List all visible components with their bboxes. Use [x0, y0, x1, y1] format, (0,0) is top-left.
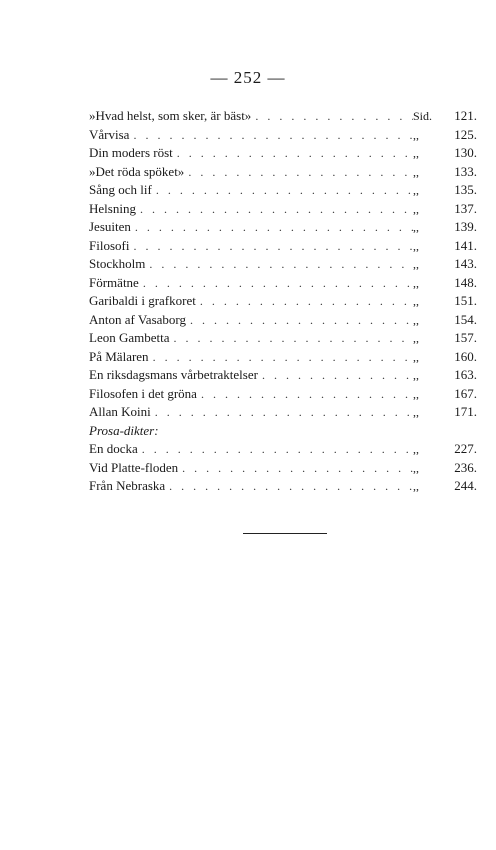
entry-title: Sång och lif	[89, 182, 152, 197]
entry-page: 163.	[454, 367, 477, 382]
dot-leader	[177, 144, 413, 163]
entry-title: Jesuiten	[89, 219, 131, 234]
closing-rule	[243, 533, 327, 534]
dot-leader	[255, 107, 413, 126]
dot-leader	[156, 181, 413, 200]
entry-title: »Det röda spöket»	[89, 163, 185, 179]
entry-page: 167.	[454, 385, 477, 401]
entry-title: Stockholm	[89, 256, 146, 271]
page-prefix: ,,	[413, 479, 419, 493]
dot-leader	[201, 385, 413, 404]
entry-page: 141.	[454, 237, 477, 253]
dot-leader	[149, 255, 413, 274]
toc-entry	[89, 274, 477, 293]
table-of-contents	[89, 107, 477, 496]
toc-entry	[89, 366, 477, 385]
toc-entry	[89, 126, 477, 145]
entry-page: 135.	[454, 182, 477, 197]
entry-page: 151.	[454, 293, 477, 308]
page-prefix: ,,	[413, 127, 419, 142]
page-prefix: ,,	[413, 220, 419, 234]
entry-page: 227.	[454, 441, 477, 456]
dot-leader	[135, 218, 413, 237]
dot-leader	[190, 311, 413, 330]
dot-leader	[155, 403, 413, 422]
toc-entry	[89, 237, 477, 256]
toc-entry	[89, 144, 477, 163]
dot-leader	[133, 126, 413, 145]
page-prefix: ,,	[413, 405, 419, 419]
page-prefix: ,,	[413, 201, 419, 216]
entry-page: 160.	[454, 348, 477, 364]
entry-page: 157.	[454, 330, 477, 345]
dot-leader	[182, 459, 413, 478]
entry-title: En docka	[89, 441, 138, 456]
entry-title: Förmätne	[89, 274, 139, 290]
dot-leader	[142, 440, 413, 459]
entry-title: Vid Platte-floden	[89, 459, 179, 475]
page-prefix: ,,	[413, 460, 419, 475]
toc-entry	[89, 477, 477, 496]
toc-entry	[89, 218, 477, 237]
entry-title: Helsning	[89, 200, 136, 216]
dot-leader	[143, 274, 413, 293]
toc-entry	[89, 348, 477, 367]
page-prefix: ,,	[413, 275, 419, 290]
page-prefix: ,,	[413, 331, 419, 345]
toc-entry	[89, 311, 477, 330]
entry-page: 244.	[454, 478, 477, 493]
entry-page: 143.	[454, 256, 477, 271]
page-prefix: ,,	[413, 257, 419, 271]
entry-page: 148.	[454, 274, 477, 290]
toc-entry	[89, 255, 477, 274]
entry-title: Filosofi	[89, 237, 130, 253]
entry-page: 139.	[454, 219, 477, 234]
dot-leader	[169, 477, 413, 496]
page-prefix: Sid.	[413, 109, 433, 123]
page-prefix: ,,	[413, 312, 419, 327]
entry-title: Vårvisa	[89, 126, 130, 142]
entry-title: Leon Gambetta	[89, 330, 170, 345]
dot-leader	[174, 329, 414, 348]
entry-page: 133.	[454, 163, 477, 179]
toc-entry	[89, 403, 477, 422]
toc-entry	[89, 329, 477, 348]
page-prefix: ,,	[413, 164, 419, 179]
dot-leader	[140, 200, 413, 219]
entry-title: Anton af Vasaborg	[89, 311, 187, 327]
entry-page: 137.	[454, 200, 477, 216]
entry-page: 171.	[454, 404, 477, 419]
entry-page: 121.	[454, 108, 477, 123]
toc-entry	[89, 200, 477, 219]
page-prefix: ,,	[413, 294, 419, 308]
entry-title: Din moders röst	[89, 145, 173, 160]
toc-entry	[89, 292, 477, 311]
entry-title: På Mälaren	[89, 348, 149, 364]
entry-page: 154.	[454, 311, 477, 327]
entry-page: 236.	[454, 459, 477, 475]
section-heading: Prosa-dikter:	[89, 422, 159, 438]
toc-entries	[89, 107, 477, 422]
page-prefix: ,,	[413, 238, 419, 253]
page-prefix: ,,	[413, 368, 419, 382]
entry-title: Garibaldi i grafkoret	[89, 293, 196, 308]
entry-title: Allan Koini	[89, 404, 151, 419]
entry-title: En riksdagsmans vårbetraktelser	[89, 367, 258, 382]
toc-entry	[89, 440, 477, 459]
entry-page: 130.	[454, 145, 477, 160]
entry-title: Från Nebraska	[89, 478, 166, 493]
dot-leader	[188, 163, 413, 182]
page-number: — 252 —	[210, 68, 286, 87]
toc-entry	[89, 385, 477, 404]
page-prefix: ,,	[413, 183, 419, 197]
entry-title: »Hvad helst, som sker, är bäst»	[89, 108, 252, 123]
toc-prose-entries	[89, 440, 477, 496]
toc-entry	[89, 181, 477, 200]
dot-leader	[262, 366, 413, 385]
toc-entry	[89, 459, 477, 478]
dot-leader	[133, 237, 413, 256]
page-prefix: ,,	[413, 146, 419, 160]
page-prefix: ,,	[413, 349, 419, 364]
toc-entry	[89, 163, 477, 182]
dot-leader	[200, 292, 413, 311]
dot-leader	[153, 348, 413, 367]
entry-title: Filosofen i det gröna	[89, 385, 197, 401]
toc-entry	[89, 107, 477, 126]
entry-page: 125.	[454, 126, 477, 142]
page-prefix: ,,	[413, 386, 419, 401]
page-prefix: ,,	[413, 442, 419, 456]
